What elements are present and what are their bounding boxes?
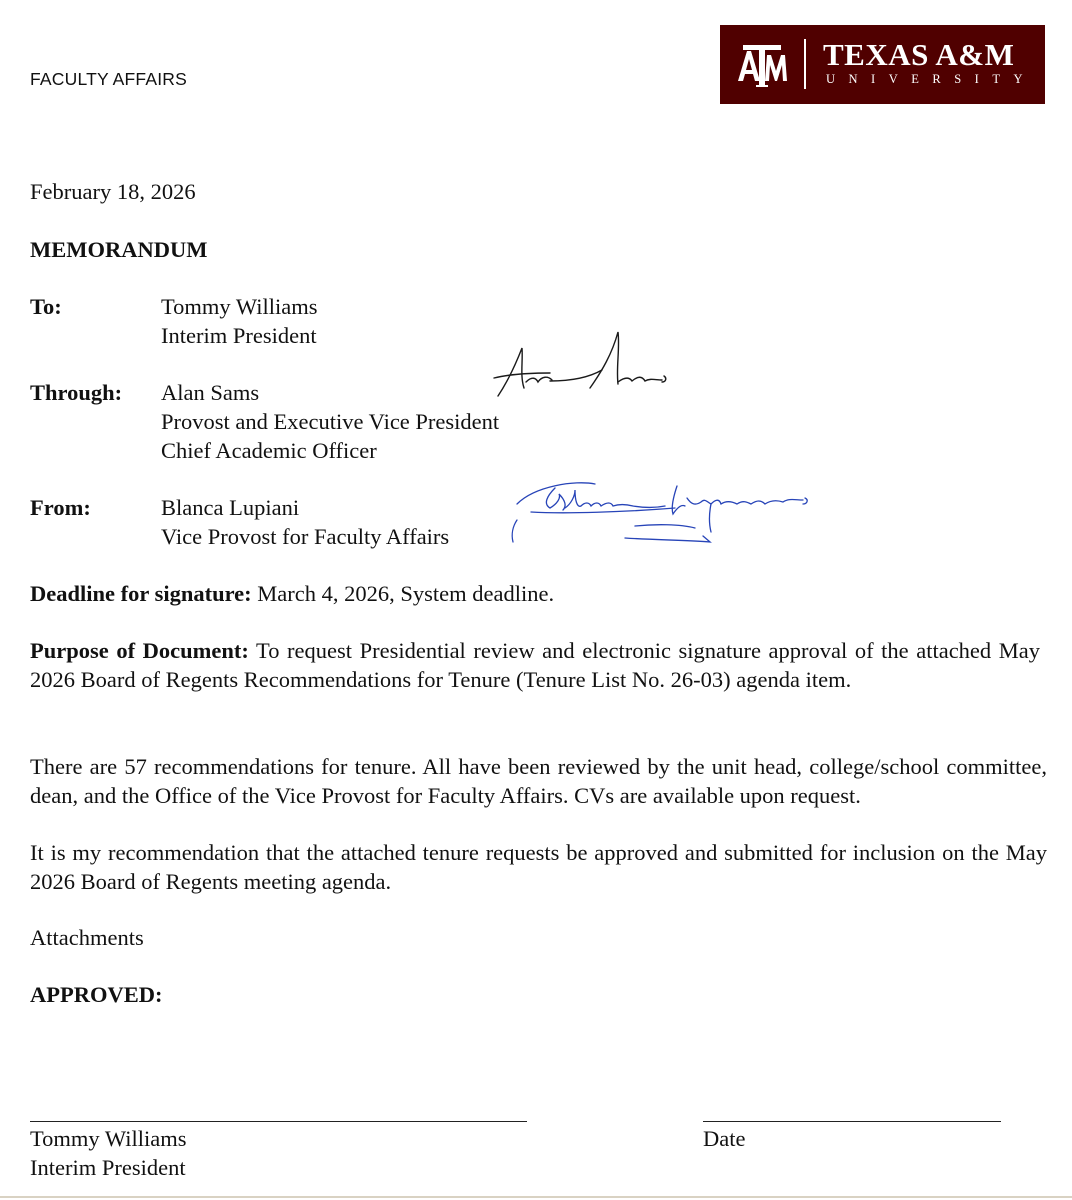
through-label: Through: bbox=[30, 380, 123, 405]
from-title: Vice Provost for Faculty Affairs bbox=[161, 524, 450, 549]
memo-date: February 18, 2026 bbox=[30, 179, 196, 204]
to-name: Tommy Williams bbox=[161, 294, 318, 319]
blanca-lupiani-signature bbox=[505, 474, 815, 554]
president-signature-line bbox=[30, 1121, 527, 1122]
from-name: Blanca Lupiani bbox=[161, 495, 300, 520]
from-label: From: bbox=[30, 495, 91, 520]
recommendation-paragraph: It is my recommendation that the attached tenure requests be approved and submitted for inclusion on the May 2026 Board of Regents meeting agenda. bbox=[30, 840, 1047, 894]
deadline-line bbox=[30, 579, 554, 608]
atm-monogram-icon bbox=[736, 41, 788, 89]
deadline-label: Deadline for signature: bbox=[30, 581, 252, 606]
approver-name: Tommy Williams bbox=[30, 1126, 187, 1151]
through-title-1: Provost and Executive Vice President bbox=[161, 409, 500, 434]
approver-block bbox=[30, 1124, 186, 1182]
purpose-text: To request Presidential review and electronic signature approval of the attached May 2026 Board of Regents Recommendations for Tenure (Tenure List No. 26-03) agenda item. bbox=[30, 638, 1040, 692]
purpose-paragraph bbox=[30, 636, 1040, 694]
through-name: Alan Sams bbox=[161, 380, 260, 405]
through-block bbox=[161, 378, 499, 465]
logo-name: TEXAS A&M bbox=[823, 37, 1015, 72]
purpose-label: Purpose of Document: bbox=[30, 638, 249, 663]
page-bottom-border bbox=[0, 1196, 1072, 1198]
alan-sams-signature bbox=[490, 326, 675, 406]
department-name: FACULTY AFFAIRS bbox=[30, 69, 187, 89]
approved-label: APPROVED: bbox=[30, 982, 163, 1007]
from-block bbox=[161, 493, 449, 551]
date-signature-line bbox=[703, 1121, 1001, 1122]
university-logo bbox=[720, 25, 1045, 104]
recommendations-paragraph: There are 57 recommendations for tenure. All have been reviewed by the unit head, college/school committee, dean, and the Office of the Vice Provost for Faculty Affairs. CVs are available upon request. bbox=[30, 754, 1047, 808]
logo-separator bbox=[804, 39, 806, 89]
memo-heading: MEMORANDUM bbox=[30, 237, 208, 262]
logo-subtitle: UNIVERSITY bbox=[826, 72, 1036, 86]
through-title-2: Chief Academic Officer bbox=[161, 438, 377, 463]
deadline-text: March 4, 2026, System deadline. bbox=[251, 581, 555, 606]
approver-title: Interim President bbox=[30, 1155, 186, 1180]
date-label: Date bbox=[703, 1126, 746, 1151]
to-label: To: bbox=[30, 294, 62, 319]
attachments-label: Attachments bbox=[30, 925, 144, 950]
to-title: Interim President bbox=[161, 323, 317, 348]
to-block bbox=[161, 292, 317, 350]
